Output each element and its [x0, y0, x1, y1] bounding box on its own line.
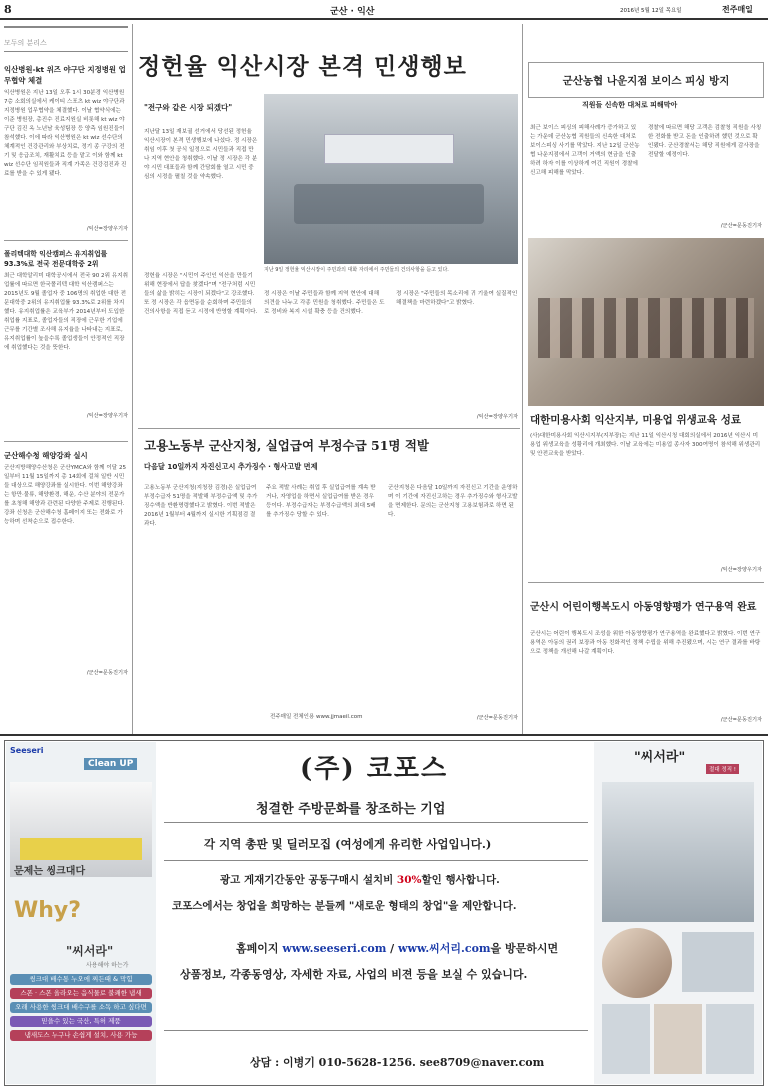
- right-article-1-title: 군산농협 나운지점 보이스 피싱 방지: [562, 75, 730, 87]
- right-article-3-byline: /군산=문동진기자: [720, 717, 762, 723]
- ad-home-pre: 홈페이지: [236, 942, 283, 955]
- ad-company-name: (주) 코포스: [300, 754, 449, 784]
- mid-body-col-1: 고용노동부 군산지청(지청장 김경)은 실업급여 부정수급자 51명을 적발해 부정수급액 및 추가징수액을 반환명령했다고 밝혔다. 이번 적발은 2016년 1월부터 4월까지 실시한 기획점검 결과다.: [144, 485, 258, 527]
- ad-info: 상품정보, 각종동영상, 자세한 자료, 사업의 비젼 등을 보실 수 있습니다.: [180, 968, 528, 981]
- main-photo-caption: 지난 9일 정헌율 익산시장이 주민과의 대화 자리에서 주민들의 건의사항을 듣고 있다.: [264, 267, 449, 273]
- ad-promo-pre: 광고 게재기간동안 공동구매시 설치비: [220, 874, 397, 886]
- left-article-2-body: 최근 대학알리미 대학공시에서 전국 90 2위 유지취업률에 따르면 한국폴리텍 대학 익산캠퍼스는 2015년도 9월 졸업자 중 106명의 취업한 대한 전문대학중 2위의 유지취업률 93.3%로 2위를 차지했다. 유지취업률은 교육부가 2014년부터 도입한 취업률 지표로, 졸업자들의 직장에 근무한 기업에 근무를 기간별 조사해 유지율을 나타내는 지표로, 유지취업률이 높을수록 졸업생들이 안정적인 직장에 취업했다는 것을 뜻한다.: [4, 273, 128, 351]
- ad-left-problem: 문제는 씽크대다: [14, 866, 86, 877]
- column-label: 모두의 분리스: [4, 39, 47, 47]
- ad-detail-photo: [682, 932, 754, 992]
- ad-right-badge: 절대 정직 !: [706, 764, 739, 774]
- ad-clean-up: Clean UP: [84, 758, 137, 770]
- ad-slogan: 청결한 주방문화를 창조하는 기업: [256, 802, 446, 817]
- mid-body-col-2: 주요 적발 사례는 취업 후 실업급여를 계속 받거나, 자영업을 하면서 실업급여를 받은 경우 등이다. 부정수급자는 부정수급액의 최대 5배를 추가징수 당할 수 있다.: [266, 485, 376, 518]
- right-article-1-body: 최근 보이스 피싱의 피해사례가 증가하고 있는 가운데 군산농협 직원들의 신속한 대처로 보이스피싱 사기를 막았다. 지난 12일 군산농협 나운지점에서 고객이 거액의 현금을 인출하려 하자 이를 이상하게 여긴 직원이 경찰에 신고해 피해를 막았다.: [530, 125, 640, 176]
- right-article-3-title: 군산시 어린이행복도시 아동영향평가 연구용역 완료: [530, 602, 757, 613]
- main-body-col-2: 정헌율 시장은 "시민이 주인인 익산을 만들기 위해 현장에서 답을 찾겠다"며 "전구처럼 시민들의 삶을 밝히는 시장이 되겠다"고 강조했다. 또 정 시장은 각 읍면동을 순회하며 주민들의 건의사항을 직접 듣고 시정에 반영할 계획이다.: [144, 273, 258, 315]
- right-article-2-body: (사)대한미용사회 익산시지부(지부장)는 지난 11일 익산시청 대회의실에서 2016년 익산시 미용업 위생교육을 성황리에 개최했다. 이날 교육에는 미용업 종사자 300여명이 참석해 위생관리 및 안전교육을 받았다.: [530, 433, 761, 457]
- right-article-1-byline: /군산=문동진기자: [720, 223, 762, 229]
- right-article-1-subhead: 직원들 신속한 대처로 피해막아: [582, 101, 678, 109]
- left-article-3-title: 군산해수청 해양강좌 실시: [4, 451, 88, 460]
- ad-pill-5: 냄새도스 누구나 손쉽게 설치, 사용 가능: [10, 1030, 152, 1041]
- ad-left-panel: [6, 742, 156, 1084]
- ad-homepage: [236, 940, 558, 956]
- ad-home-url-1[interactable]: www.seeseri.com: [282, 942, 387, 955]
- right-photo: [528, 238, 764, 406]
- left-article-2-byline: /익산=장양우기자: [86, 413, 128, 419]
- right-article-3-body: 군산시는 어린이 행복도시 조성을 위한 아동영향평가 연구용역을 완료했다고 밝혔다. 이번 연구용역은 아동의 권리 보장과 아동 친화적인 정책 수립을 위해 추진됐으며, 시는 연구 결과를 바탕으로 정책을 개선해 나갈 계획이다.: [530, 631, 761, 655]
- main-body-col-3: 정 시장은 이날 주민들과 함께 지역 현안에 대해 의견을 나누고 각종 민원을 청취했다. 주민들은 도로 정비와 복지 시설 확충 등을 건의했다.: [264, 291, 385, 315]
- ad-pill-list: [10, 974, 152, 1044]
- page-number: 8: [4, 3, 12, 16]
- section-title: 군산 · 익산: [330, 7, 375, 17]
- ad-product-photo: [602, 782, 754, 922]
- ad-promo: [220, 872, 500, 887]
- ad-pill-1: 씽크대 배수통 누오에 찌든때 & 막힘: [10, 974, 152, 985]
- newspaper-name: 전주매일: [722, 5, 753, 14]
- ad-right-panel: [594, 742, 762, 1084]
- ad-left-why: Why?: [14, 898, 82, 923]
- left-article-1-byline: /익산=장양우기자: [86, 226, 128, 232]
- ad-promo-post: 할인 행사합니다.: [421, 874, 500, 886]
- main-photo: [264, 94, 518, 264]
- left-column: [4, 26, 128, 676]
- ad-thumb-2: [654, 1004, 702, 1074]
- ad-left-product: "씨서라": [66, 944, 114, 958]
- ad-thumb-3: [706, 1004, 754, 1074]
- issue-date: 2016년 5월 12일 목요일: [620, 8, 682, 14]
- ad-partner: 코포스에서는 창업을 희망하는 분들께 "새로운 형태의 창업"을 제안합니다.: [172, 900, 517, 912]
- ad-contact: 상담 : 이병기 010-5628-1256. see8709@naver.com: [250, 1056, 545, 1069]
- ad-left-sub: 사용해야 하는가: [86, 962, 129, 969]
- ad-left-brand: Seeseri: [10, 746, 44, 755]
- right-article-1-title-box: [528, 62, 764, 98]
- ad-pill-3: 오래 사용한 씽크대 배수구를 소독 하고 싶다면: [10, 1002, 152, 1013]
- main-byline: /익산=장양우기자: [476, 414, 518, 420]
- left-article-2-title: 폴리텍대학 익산캠퍼스 유지취업률 93.3%로 전국 전문대학중 2위: [4, 250, 108, 268]
- ad-home-mid: /: [386, 942, 399, 955]
- mid-headline: 고용노동부 군산지청, 실업급여 부정수급 51명 적발: [144, 438, 430, 453]
- mid-subhead: 다음달 10일까지 자진신고시 추가징수 · 형사고발 면제: [144, 462, 318, 471]
- page-header: [0, 0, 768, 20]
- left-article-1-title: 익산병원-kt 위즈 야구단 지정병원 업무협약 체결: [4, 65, 126, 85]
- ad-recruit: 각 지역 총판 및 딜러모집 (여성에게 유리한 사업입니다.): [204, 837, 492, 851]
- ad-person-photo: [602, 928, 672, 998]
- mid-body-col-3: 군산지청은 다음달 10일까지 자진신고 기간을 운영하며 이 기간에 자진신고하는 경우 추가징수와 형사고발을 면제한다. 문의는 군산지청 고용보험과로 하면 된다.: [388, 485, 518, 518]
- ad-pill-4: 믿을수 있는 국산, 특허 제품: [10, 1016, 152, 1027]
- main-body-col-1: 지난달 13일 재보궐 선거에서 당선된 정헌율 익산시장이 본격 민생행보에 나섰다. 정 시장은 취임 이후 첫 공식 일정으로 시민들과 직접 만나 지역 현안을 청취했다. 이날 정 시장은 각 분야 시민 대표들과 함께 간담회를 열고 시민 중심의 시정을 펼칠 것을 약속했다.: [144, 129, 258, 180]
- mid-byline: /군산=문동진기자: [476, 715, 518, 721]
- ad-right-product: "씨서라": [634, 750, 686, 765]
- right-article-2-byline: /익산=장양우기자: [720, 567, 762, 573]
- ad-pill-2: 스폰 · 스폰 올라오는 음식물로 불쾌한 냄새: [10, 988, 152, 999]
- main-body-col-4: 정 시장은 "주민들의 목소리에 귀 기울여 실질적인 해결책을 마련하겠다"고 밝혔다.: [396, 291, 518, 306]
- ad-thumb-1: [602, 1004, 650, 1074]
- column-label-bar: [4, 26, 128, 52]
- right-article-2-title: 대한미용사회 익산지부, 미용업 위생교육 성료: [530, 414, 741, 426]
- left-article-3-body: 군산지방해양수산청은 군산YMCA와 함께 이달 25일부터 11월 15일까지 총 14회에 걸쳐 일반 시민들 대상으로 해양강좌를 실시한다. 이번 해양강좌는 항만·물류, 해양환경, 해운, 수산 분야의 전문가를 초청해 해양과 관련된 다양한 주제로 진행된다. 강좌 신청은 군산해수청 홈페이지 또는 전화로 가능하며 선착순으로 접수한다.: [4, 465, 127, 525]
- left-article-1-body: 익산병원은 지난 13일 오후 1시 30분경 익산병원 7층 소회의실에서 케이티 스포츠 kt wiz 야구단과 지정병원 업무협약을 체결했다. 이날 협약식에는 이준 병원장, 총진수 진료지원실 비롯해 kt wiz 야구단 김진 옥 노년남 육성팀장 등 양측 임원진들이 참석했다. 이에 따라 익산병원은 kt wiz 선수단의 체계적인 건강관리와 부상치료, 정기 종 구강의 전기 및 응급조치, 재활치료 등을 맡고 이와 함께 kt wiz 선수단 임직원들과 직계 가족은 건강검진과 진료를 받을 수 있게 됐다.: [4, 90, 127, 177]
- right-article-1-body-2: 경찰에 따르면 해당 고객은 검찰청 직원을 사칭한 전화를 받고 돈을 인출하려 했던 것으로 확인됐다. 군산경찰서는 해당 직원에게 감사장을 전달할 예정이다.: [648, 125, 762, 158]
- left-article-3-byline: /군산=문동진기자: [86, 670, 128, 676]
- mid-footer: 전주매일 전체인용 www.jjmaeil.com: [270, 714, 363, 720]
- main-subhead: "전구와 같은 시장 되겠다": [144, 103, 233, 112]
- ad-home-post: 을 방문하시면: [490, 942, 559, 955]
- main-article: [138, 48, 518, 81]
- main-headline: 정헌율 익산시장 본격 민생행보: [138, 53, 467, 80]
- ad-promo-highlight: 30%: [396, 874, 422, 886]
- ad-home-url-2[interactable]: www.씨서리.com: [398, 942, 491, 955]
